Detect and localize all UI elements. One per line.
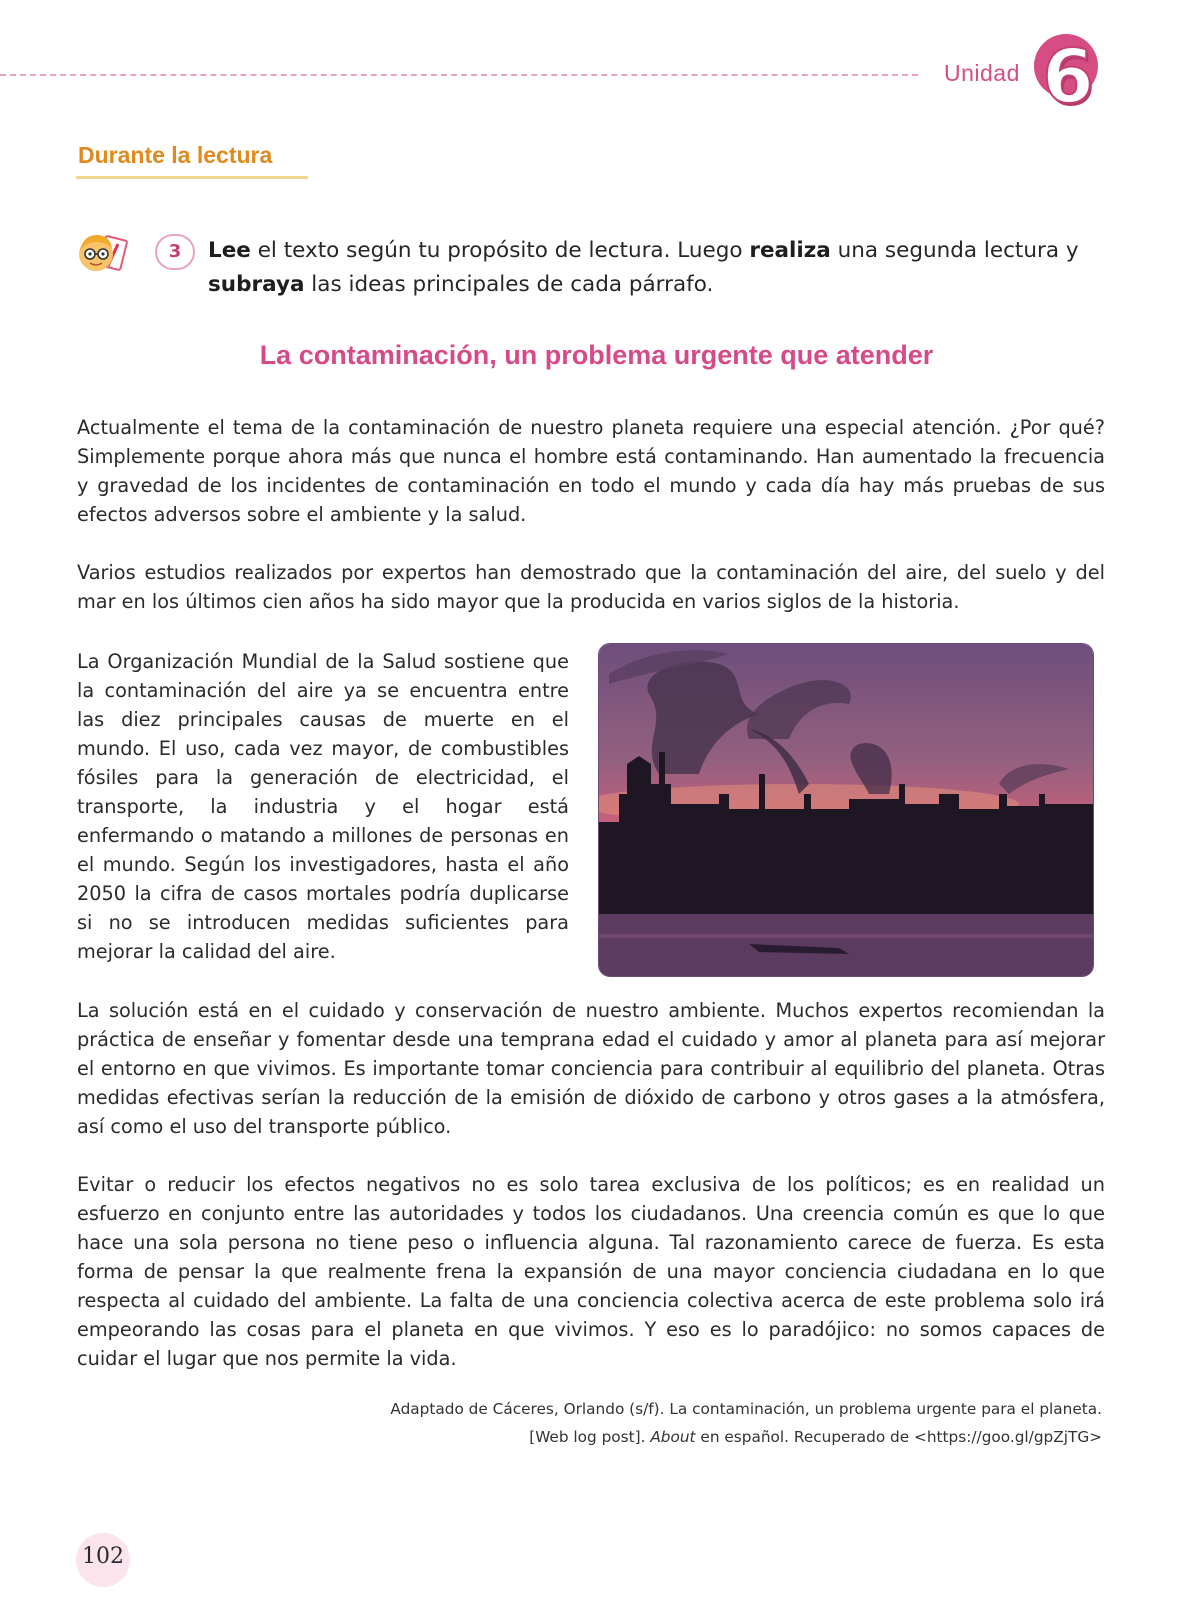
instruction-text-part: las ideas principales de cada párrafo.: [304, 272, 714, 297]
page-number: 102: [82, 1544, 124, 1569]
industrial-pollution-photo: [598, 643, 1094, 977]
unit-number-badge: [1028, 32, 1100, 120]
reading-character-icon: [74, 228, 128, 280]
citation-source: About: [650, 1428, 696, 1446]
section-underline: [76, 176, 308, 179]
instruction-text-part: el texto según tu propósito de lectura. Luego: [250, 238, 750, 263]
instruction-verb-realiza: realiza: [749, 238, 831, 263]
article-paragraph-5: Evitar o reducir los efectos negativos no es solo tarea exclusiva de los políticos; es en realidad un esfuerzo en conjunto entre las autoridades y todos los ciudadanos. Una creencia común es que lo que hace una sola persona no tiene peso o influencia alguna. Tal razonamiento carece de fuerza. Es esta forma de pensar la que realmente frena la expansión de una mayor conciencia ciudadana en lo que respecta al cuidado del ambiente. La falta de una conciencia colectiva acerca de este problema solo irá empeorando las cosas para el planeta en que vivimos. Y eso es lo paradójico: no somos capaces de cuidar el lugar que nos permite la vida.: [77, 1173, 1105, 1370]
article-paragraph-4: La solución está en el cuidado y conservación de nuestro ambiente. Muchos expertos recomiendan la práctica de enseñar y fomentar desde una temprana edad el cuidado y amor al planeta para así mejorar el entorno en que vivimos. Es importante tomar conciencia para contribuir al equilibrio del planeta. Otras medidas efectivas serían la reducción de la emisión de dióxido de carbono y otros gases a la atmósfera, así como el uso del transporte público.: [77, 999, 1105, 1138]
instruction-verb-lee: Lee: [208, 238, 251, 263]
article-paragraph-1: Actualmente el tema de la contaminación de nuestro planeta requiere una especial atención. ¿Por qué? Simplemente porque ahora más que nunca el hombre está contaminando. Han aumentado la frecuencia y gravedad de los incidentes de contaminación en todo el mundo y cada día hay más pruebas de sus efectos adversos sobre el ambiente y la salud.: [77, 416, 1105, 526]
unit-label: Unidad: [944, 60, 1020, 86]
article-paragraph-3: La Organización Mundial de la Salud sostiene que la contaminación del aire ya se encuentra entre las diez principales causas de muerte en el mundo. El uso, cada vez mayor, de combustibles fósiles para la generación de electricidad, el transporte, la industria y el hogar está enfermando o matando a millones de personas en el mundo. Según los investigadores, hasta el año 2050 la cifra de casos mortales podría duplicarse si no se introducen medidas suficientes para mejorar la calidad del aire.: [77, 650, 569, 963]
step-number-badge: 3: [155, 234, 195, 270]
instruction-text-part: una segunda lectura y: [830, 238, 1079, 263]
instruction-text: [208, 234, 1108, 302]
citation-pre: [Web log post].: [529, 1428, 651, 1446]
unit-number: 6: [1042, 34, 1094, 120]
article-paragraph-2: Varios estudios realizados por expertos han demostrado que la contaminación del aire, del suelo y del mar en los últimos cien años ha sido mayor que la producida en varios siglos de la historia.: [77, 561, 1105, 613]
citation-line-1: Adaptado de Cáceres, Orlando (s/f). La contaminación, un problema urgente para el planeta.: [390, 1400, 1102, 1418]
citation-post: en español. Recuperado de <https://goo.gl/gpZjTG>: [695, 1428, 1102, 1446]
header-dashed-line: [0, 74, 918, 76]
section-title: Durante la lectura: [78, 142, 273, 168]
article-title: La contaminación, un problema urgente que atender: [259, 340, 934, 370]
instruction-verb-subraya: subraya: [208, 272, 305, 297]
citation: [390, 1395, 1102, 1451]
